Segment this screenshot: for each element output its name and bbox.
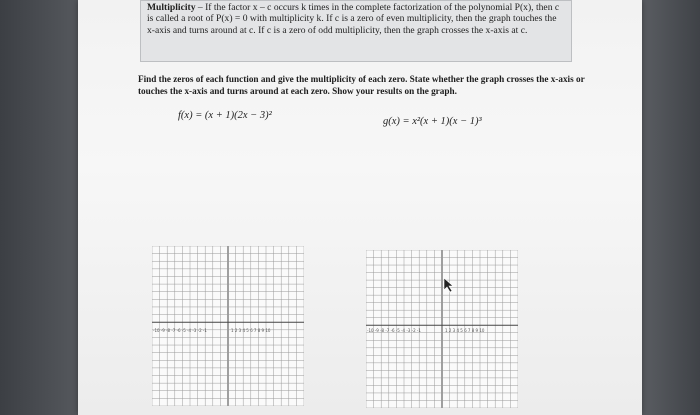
worksheet-page [78,0,642,415]
x-axis-tick-labels-positive: 1 2 3 4 5 6 7 8 9 10 [231,328,271,333]
definition-heading: Multiplicity [147,2,196,13]
coordinate-grid-right[interactable] [366,250,518,408]
x-axis-tick-labels-negative: -10 -9 -8 -7 -6 -5 -4 -3 -2 -1 [367,328,421,333]
coordinate-grid-left[interactable] [152,246,304,406]
x-axis-tick-labels-positive: 1 2 3 4 5 6 7 8 9 10 [445,328,485,333]
multiplicity-definition-box [140,0,572,62]
x-axis-tick-labels-negative: -10 -9 -8 -7 -6 -5 -4 -3 -2 -1 [153,328,207,333]
definition-text: – If the factor x – c occurs k times in the complete factorization of the polynomial P(x), then c is called a root of P(x) = 0 with multiplicity k. If c is a zero of even multiplicity, then the graph touches the x-axis and turns around at c. If c is a zero of odd multiplicity, then the graph crosses the x-axis at c. [147,2,560,36]
background-left [0,0,78,415]
function-f: f(x) = (x + 1)(2x − 3)² [178,110,272,121]
background-right [642,0,700,415]
function-g: g(x) = x²(x + 1)(x − 1)³ [383,116,482,127]
question-instructions: Find the zeros of each function and give the multiplicity of each zero. State whether the graph crosses the x-axis or touches the x-axis and turns around at each zero. Show your results on the graph. [138,74,585,96]
